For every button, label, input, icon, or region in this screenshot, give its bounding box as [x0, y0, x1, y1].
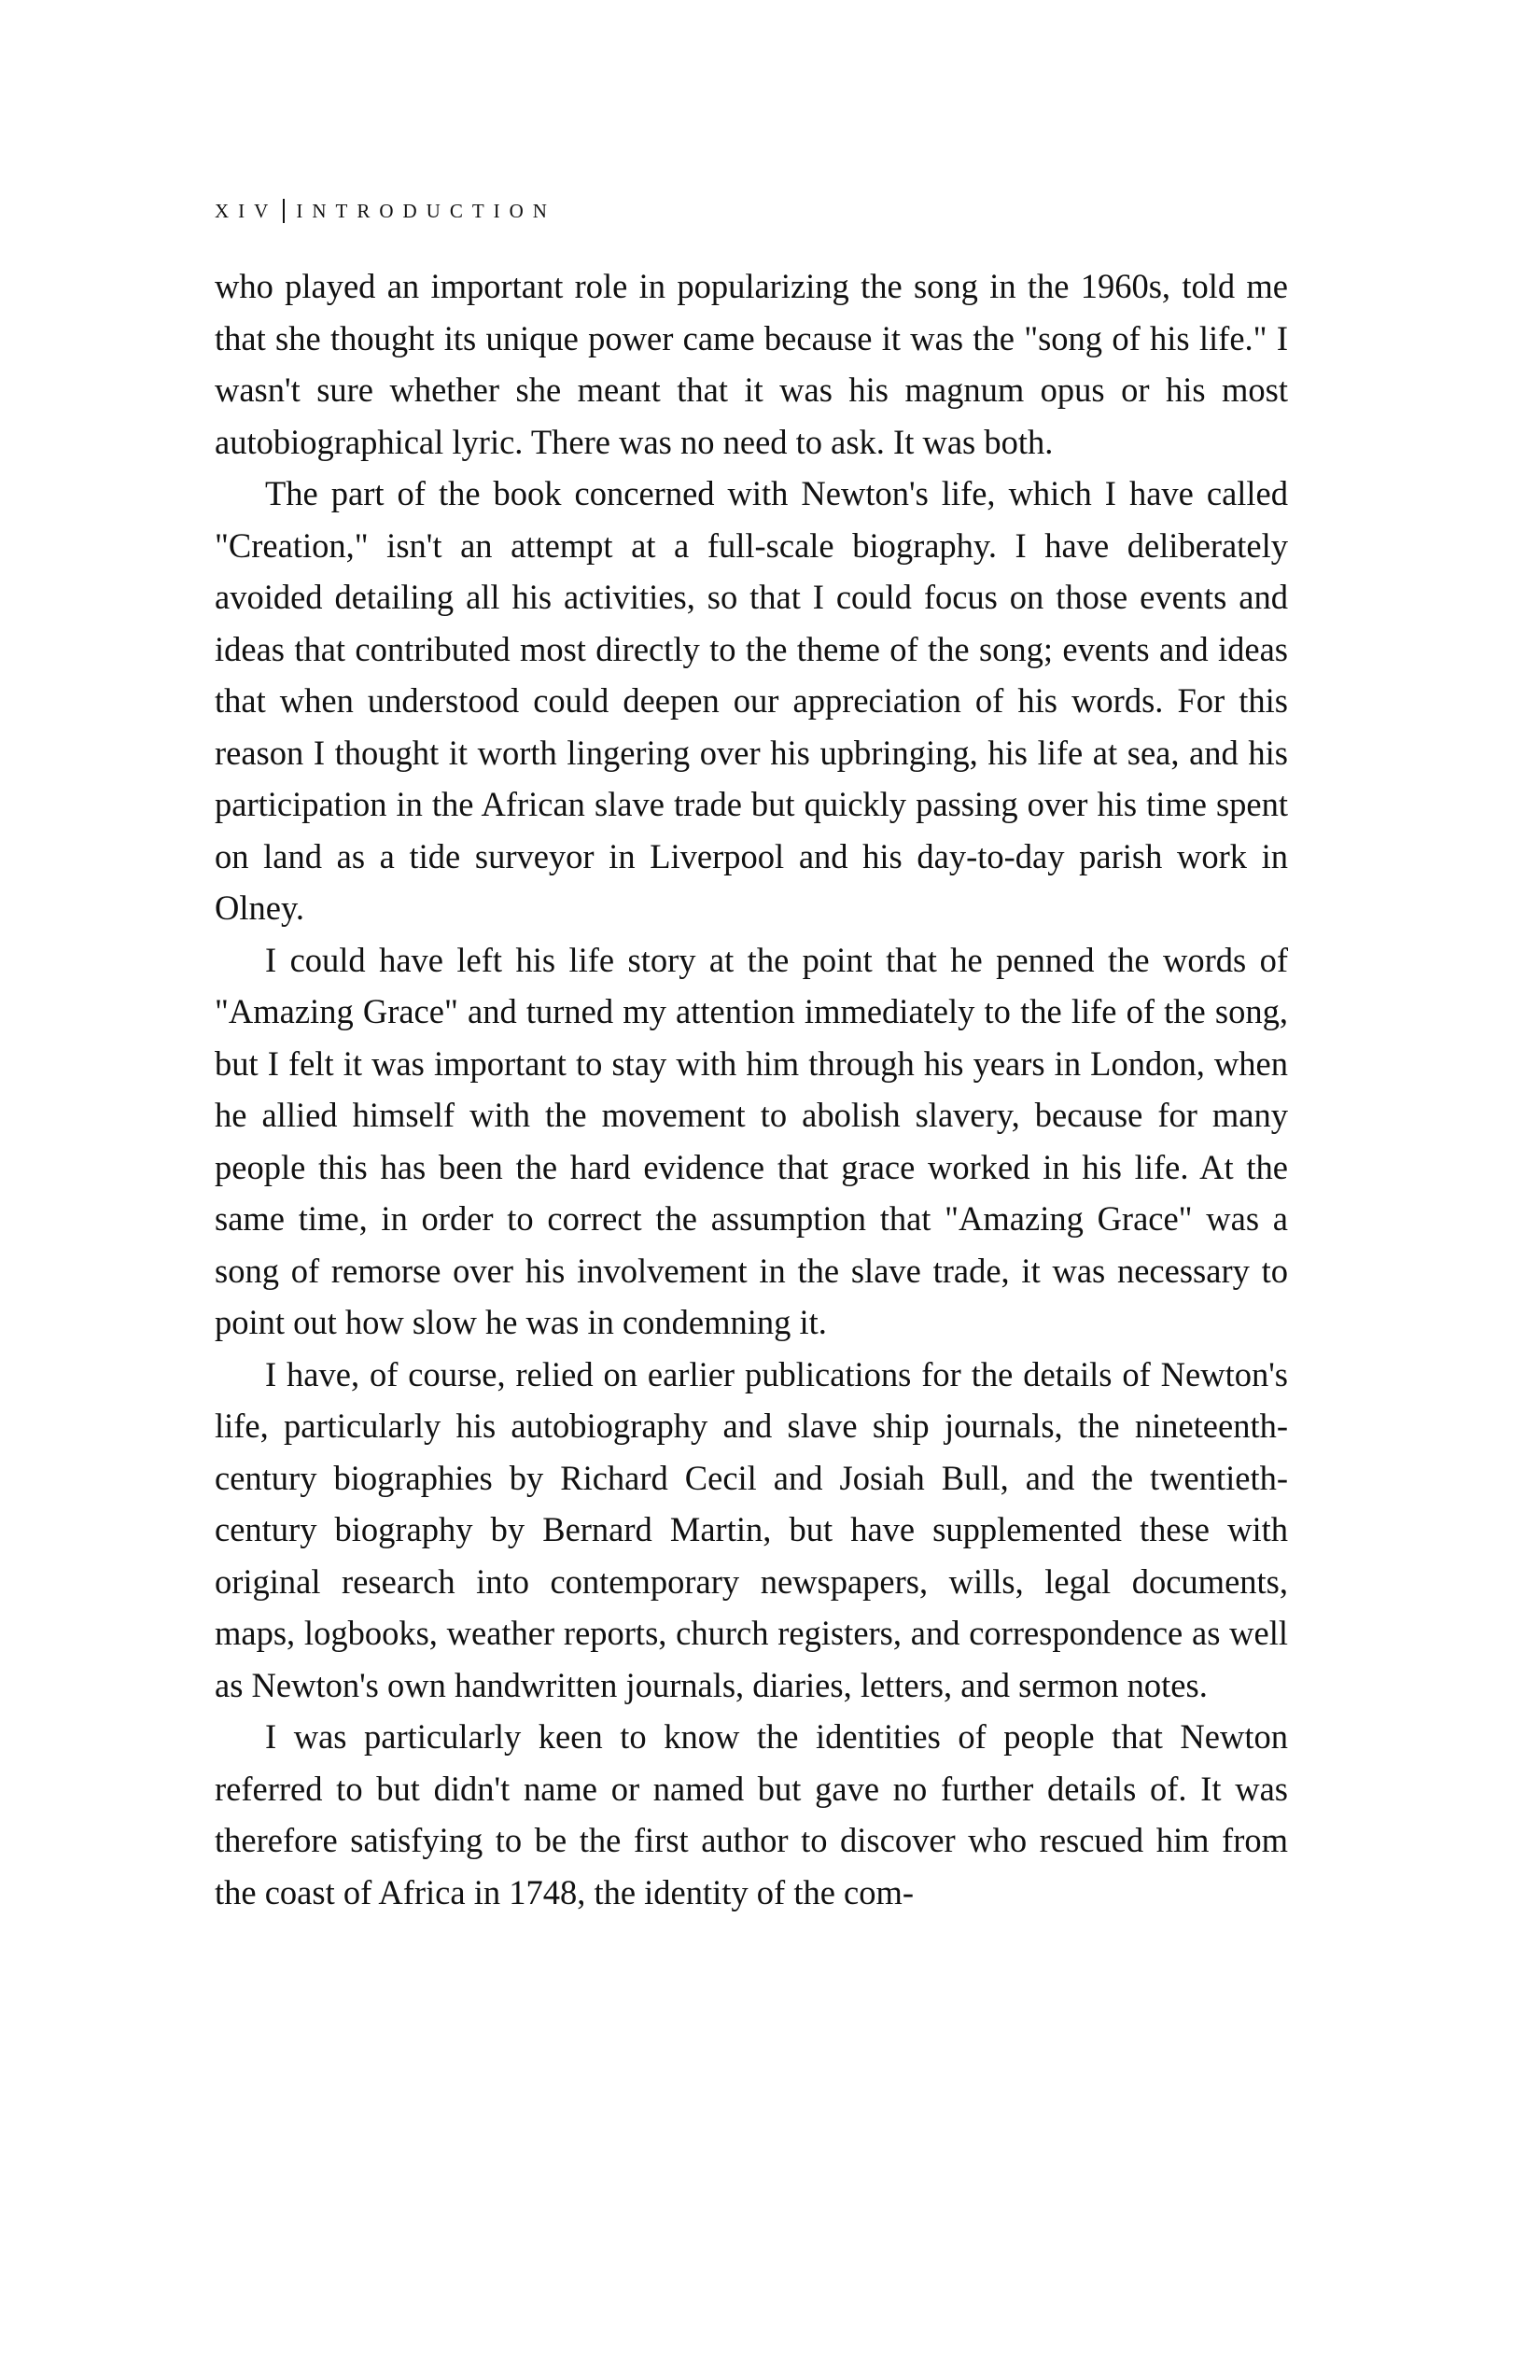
section-title: INTRODUCTION: [296, 200, 556, 222]
paragraph-2: The part of the book concerned with Newton's life, which I have called "Creation," isn't an attempt at a full-scale biography. I have deliberately avoided detailing all his activities, so that I could focus on those events and ideas that contributed most directly to the theme of the song; events and ideas that when understood could deepen our appreciation of his words. For this reason I thought it worth lingering over his upbringing, his life at sea, and his participation in the African slave trade but quickly passing over his time spent on land as a tide surveyor in Liverpool and his day-to-day parish work in Olney.: [215, 474, 1288, 927]
page-number: XIV: [215, 200, 278, 222]
paragraph-4: I have, of course, relied on earlier publications for the details of Newton's life, particularly his autobiography and slave ship journals, the nineteenth-century biographies by Richard Cecil and Josiah Bull, and the twentieth-century biography by Bernard Martin, but have supplemented these with original research into contemporary newspapers, wills, legal documents, maps, logbooks, weather reports, church registers, and correspondence as well as Newton's own handwritten journals, diaries, letters, and sermon notes.: [215, 1354, 1288, 1704]
paragraph-3: I could have left his life story at the point that he penned the words of "Amazing Grace" and turned my attention immediately to the life of the song, but I felt it was important to stay with him through his years in London, when he allied himself with the movement to abolish slavery, because for many people this has been the hard evidence that grace worked in his life. At the same time, in order to correct the assumption that "Amazing Grace" was a song of remorse over his involvement in the slave trade, it was necessary to point out how slow he was in condemning it.: [215, 940, 1288, 1341]
paragraph-1: who played an important role in popularizing the song in the 1960s, told me that she thought its unique power came because it was the "song of his life." I wasn't sure whether she meant that it was his magnum opus or his most autobiographical lyric. There was no need to ask. It was both.: [215, 267, 1288, 461]
body-text: [215, 260, 1288, 1918]
running-head: [215, 198, 556, 224]
paragraph-5: I was particularly keen to know the identities of people that Newton referred to but didn't name or named but gave no further details of. It was therefore satisfying to be the first author to discover who rescued him from the coast of Africa in 1748, the identity of the com-: [215, 1717, 1288, 1911]
running-head-divider: [283, 199, 285, 223]
